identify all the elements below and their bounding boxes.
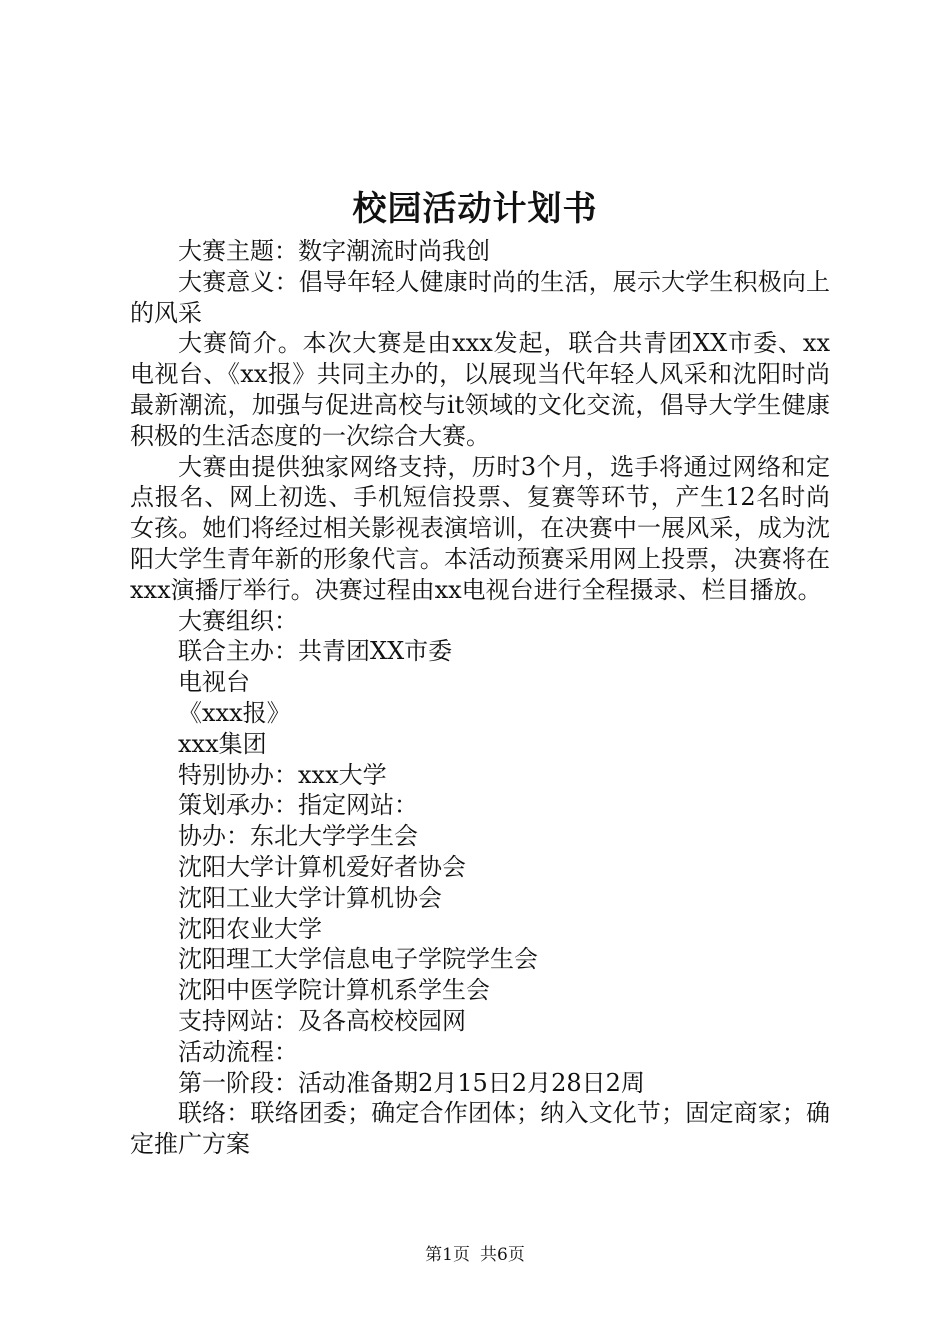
org-line-group: xxx集团 — [178, 729, 267, 758]
org-line-club-3: 沈阳农业大学 — [178, 914, 322, 943]
org-line-club-5: 沈阳中医学院计算机系学生会 — [178, 976, 490, 1005]
org-line-club-1: 沈阳大学计算机爱好者协会 — [178, 852, 466, 881]
paragraph-introduction: 大赛简介。本次大赛是由xxx发起，联合共青团XX市委、xx电视台、《xx报》共同主办的，以展现当代年轻人风采和沈阳时尚最新潮流，加强与促进高校与it领域的文化交流，倡导大学生健康积极的生活态度的一次综合大赛。 — [130, 329, 830, 450]
org-line-planner: 策划承办：指定网站： — [178, 791, 418, 820]
org-heading: 大赛组织： — [178, 606, 298, 635]
org-line-co-host: 联合主办：共青团XX市委 — [178, 637, 453, 666]
org-line-newspaper: 《xxx报》 — [178, 698, 291, 727]
process-stage-one: 第一阶段：活动准备期2月15日2月28日2周 — [178, 1068, 645, 1097]
org-line-support-sites: 支持网站：及各高校校园网 — [178, 1006, 466, 1035]
org-line-co-organizer: 协办：东北大学学生会 — [178, 822, 418, 851]
page-footer — [0, 1243, 950, 1267]
page-number: 第1页 — [425, 1245, 470, 1265]
paragraph-theme: 大赛主题：数字潮流时尚我创 — [178, 237, 490, 265]
paragraph-significance: 大赛意义：倡导年轻人健康时尚的生活，展示大学生积极向上的风采 — [130, 267, 830, 327]
paragraph-details: 大赛由提供独家网络支持，历时3个月，选手将通过网络和定点报名、网上初选、手机短信投票、复赛等环节，产生12名时尚女孩。她们将经过相关影视表演培训，在决赛中一展风采，成为沈阳大学生青年新的形象代言。本活动预赛采用网上投票，决赛将在xxx演播厅举行。决赛过程由xx电视台进行全程摄录、栏目播放。 — [130, 452, 830, 604]
org-line-special-co-organizer: 特别协办：xxx大学 — [178, 760, 387, 789]
org-line-club-2: 沈阳工业大学计算机协会 — [178, 883, 442, 912]
document-body — [130, 236, 830, 1160]
page-total: 共6页 — [480, 1245, 525, 1265]
document-title: 校园活动计划书 — [352, 189, 598, 229]
org-line-club-4: 沈阳理工大学信息电子学院学生会 — [178, 945, 538, 974]
org-line-tv: 电视台 — [178, 668, 250, 697]
paragraph-liaison: 联络：联络团委；确定合作团体；纳入文化节；固定商家；确定推广方案 — [130, 1099, 830, 1159]
process-heading: 活动流程： — [178, 1037, 298, 1066]
